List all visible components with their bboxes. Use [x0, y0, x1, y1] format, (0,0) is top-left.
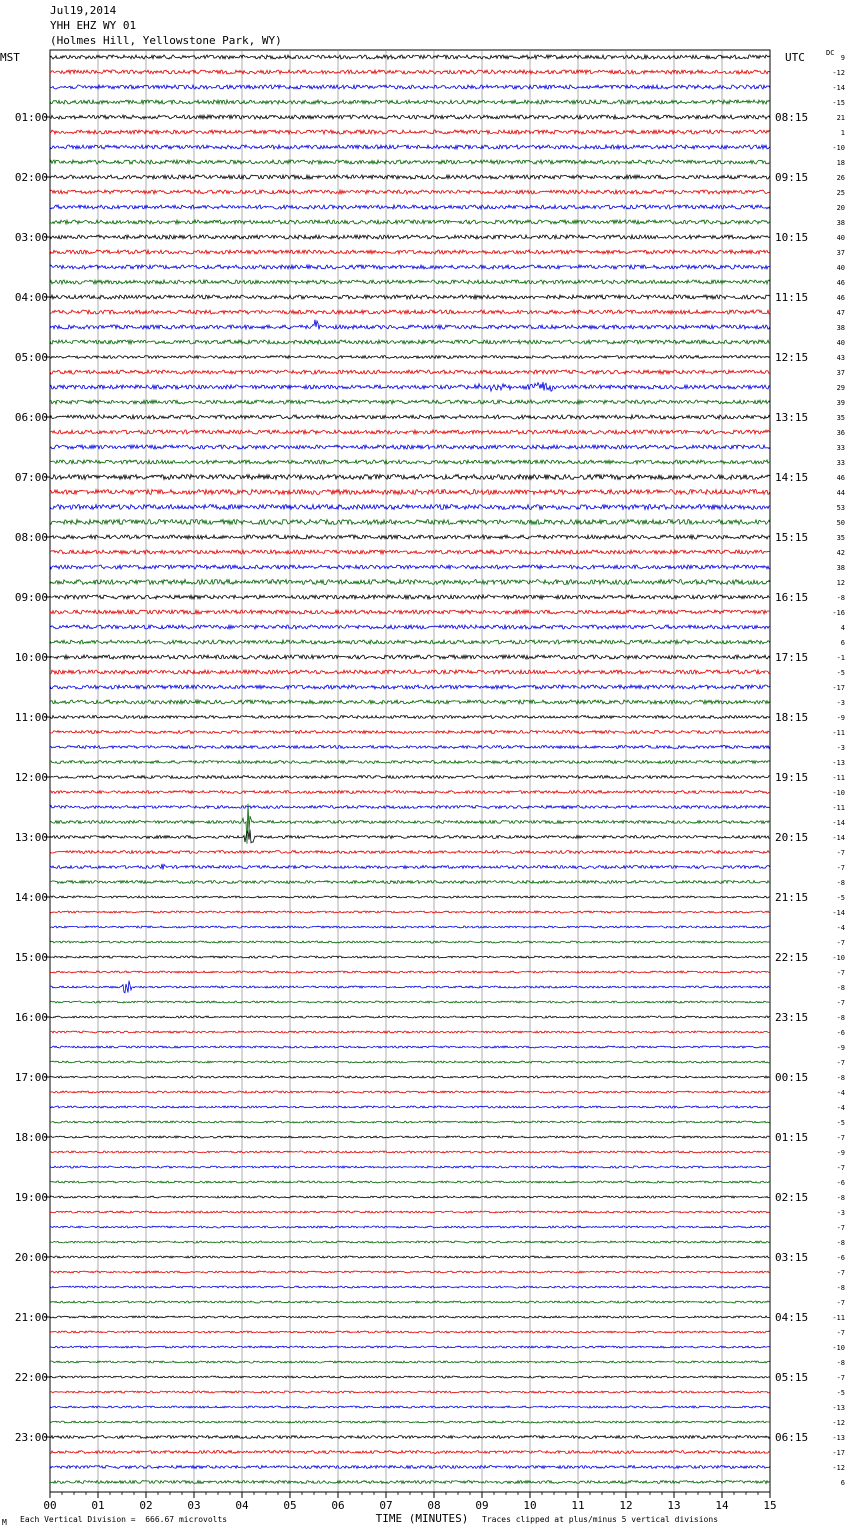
seismic-trace	[50, 1241, 770, 1243]
seismic-trace	[50, 310, 770, 314]
utc-hour-label: 16:15	[775, 591, 809, 604]
seismic-trace	[50, 926, 770, 928]
dc-offset-label: 40	[836, 339, 845, 347]
utc-hour-label: 23:15	[775, 1011, 809, 1024]
station-code: YHH EHZ WY 01	[50, 19, 137, 32]
utc-hour-label: 00:15	[775, 1071, 809, 1084]
utc-hour-label: 06:15	[775, 1431, 809, 1444]
seismic-trace	[50, 580, 770, 585]
mst-hour-label: 12:00	[14, 771, 48, 784]
seismic-trace	[50, 160, 770, 164]
dc-offset-label: -11	[832, 1314, 845, 1322]
seismic-trace	[50, 700, 770, 704]
dc-offset-label: -7	[836, 1164, 845, 1172]
seismic-trace	[50, 235, 770, 239]
dc-offset-label: -8	[836, 1074, 845, 1082]
seismic-trace	[50, 382, 770, 391]
dc-offset-label: -5	[836, 1119, 845, 1127]
mst-hour-label: 01:00	[14, 111, 48, 124]
dc-offset-label: 46	[836, 294, 845, 302]
seismic-trace	[50, 1451, 770, 1454]
dc-offset-label: 44	[836, 489, 845, 497]
seismic-trace	[50, 460, 770, 464]
seismic-trace	[50, 1091, 770, 1093]
utc-hour-label: 04:15	[775, 1311, 809, 1324]
utc-hour-label: 03:15	[775, 1251, 809, 1264]
utc-hour-label: 19:15	[775, 771, 809, 784]
x-tick-label: 15	[763, 1499, 777, 1512]
seismic-trace	[50, 505, 770, 510]
dc-offset-label: -8	[836, 1359, 845, 1367]
mst-hour-label: 20:00	[14, 1251, 48, 1264]
seismic-trace	[50, 356, 770, 359]
seismic-trace	[50, 1436, 770, 1439]
seismic-trace	[50, 851, 770, 854]
dc-offset-label: -3	[836, 699, 845, 707]
dc-offset-label: -9	[836, 1044, 845, 1052]
dc-offset-label: 20	[836, 204, 845, 212]
dc-offset-label: -13	[832, 759, 845, 767]
seismic-trace	[50, 295, 770, 299]
seismic-trace	[50, 85, 770, 89]
seismic-trace	[50, 981, 770, 993]
seismic-trace	[50, 655, 770, 659]
x-tick-label: 14	[715, 1499, 729, 1512]
dc-offset-label: -9	[836, 1149, 845, 1157]
seismic-trace	[50, 1031, 770, 1033]
dc-offset-label: 21	[836, 114, 845, 122]
seismic-trace	[50, 830, 770, 843]
dc-offset-label: -12	[832, 69, 845, 77]
dc-offset-label: -5	[836, 1389, 845, 1397]
seismic-trace	[50, 1136, 770, 1138]
dc-offset-label: 6	[840, 1479, 845, 1487]
dc-offset-label: 35	[836, 534, 845, 542]
x-tick-label: 02	[139, 1499, 153, 1512]
seismic-trace	[50, 565, 770, 569]
seismic-trace	[50, 761, 770, 764]
dc-offset-label: -7	[836, 999, 845, 1007]
dc-offset-label: 50	[836, 519, 845, 527]
dc-offset-label: -14	[832, 819, 845, 827]
dc-offset-label: 26	[836, 174, 845, 182]
mst-hour-label: 08:00	[14, 531, 48, 544]
scale-note: Each Vertical Division = 666.67 microvolts	[20, 1515, 228, 1524]
seismic-trace	[50, 370, 770, 374]
seismic-trace	[50, 1286, 770, 1288]
dc-offset-label: -14	[832, 84, 845, 92]
dc-offset-label: -10	[832, 789, 845, 797]
seismic-trace	[50, 475, 770, 480]
utc-hour-label: 15:15	[775, 531, 809, 544]
dc-offset-label: -8	[836, 1284, 845, 1292]
seismic-trace	[50, 535, 770, 539]
seismic-trace	[50, 731, 770, 734]
dc-offset-label: -3	[836, 744, 845, 752]
utc-hour-label: 17:15	[775, 651, 809, 664]
dc-offset-label: -11	[832, 729, 845, 737]
seismic-trace	[50, 640, 770, 644]
dc-offset-label: -13	[832, 1434, 845, 1442]
seismic-trace	[50, 520, 770, 525]
x-tick-label: 08	[427, 1499, 441, 1512]
dc-offset-label: -8	[836, 984, 845, 992]
dc-offset-label: -6	[836, 1029, 845, 1037]
dc-offset-label: 38	[836, 219, 845, 227]
seismic-trace	[50, 971, 770, 973]
dc-offset-label: -12	[832, 1464, 845, 1472]
x-axis-title: TIME (MINUTES)	[375, 1512, 469, 1525]
dc-offset-label: 9	[840, 54, 845, 62]
dc-offset-label: -10	[832, 144, 845, 152]
x-tick-label: 06	[331, 1499, 345, 1512]
dc-offset-label: -8	[836, 879, 845, 887]
seismic-trace	[50, 1466, 770, 1469]
dc-offset-label: -7	[836, 1134, 845, 1142]
dc-offset-label: -16	[832, 609, 845, 617]
dc-offset-label: 38	[836, 564, 845, 572]
dc-offset-label: -7	[836, 969, 845, 977]
seismic-trace	[50, 1181, 770, 1183]
dc-offset-label: -4	[836, 924, 845, 932]
seismic-trace	[50, 415, 770, 419]
seismic-trace	[50, 1196, 770, 1198]
seismic-trace	[50, 1256, 770, 1258]
seismic-trace	[50, 400, 770, 404]
seismic-trace	[50, 1061, 770, 1063]
seismic-trace	[50, 100, 770, 104]
seismic-trace	[50, 941, 770, 943]
x-tick-label: 05	[283, 1499, 297, 1512]
utc-hour-label: 22:15	[775, 951, 809, 964]
mst-hour-label: 04:00	[14, 291, 48, 304]
dc-offset-label: -17	[832, 684, 845, 692]
seismic-trace	[50, 1406, 770, 1408]
seismic-trace	[50, 320, 770, 330]
clip-note: Traces clipped at plus/minus 5 vertical divisions	[482, 1515, 719, 1524]
dc-offset-label: 18	[836, 159, 845, 167]
utc-hour-label: 18:15	[775, 711, 809, 724]
seismic-trace	[50, 670, 770, 674]
seismic-trace	[50, 340, 770, 344]
mst-hour-label: 03:00	[14, 231, 48, 244]
dc-offset-label: -8	[836, 1194, 845, 1202]
dc-offset-label: 42	[836, 549, 845, 557]
dc-offset-label: -7	[836, 1374, 845, 1382]
record-date: Jul19,2014	[50, 4, 117, 17]
dc-offset-label: -3	[836, 1209, 845, 1217]
dc-offset-label: -4	[836, 1104, 845, 1112]
dc-offset-label: -7	[836, 1269, 845, 1277]
dc-offset-label: 47	[836, 309, 845, 317]
seismic-trace	[50, 70, 770, 74]
utc-hour-label: 01:15	[775, 1131, 809, 1144]
mst-hour-label: 02:00	[14, 171, 48, 184]
dc-offset-label: -4	[836, 1089, 845, 1097]
seismic-trace	[50, 1361, 770, 1363]
seismic-trace	[50, 205, 770, 209]
x-tick-label: 12	[619, 1499, 633, 1512]
dc-offset-label: -7	[836, 1059, 845, 1067]
seismic-trace	[50, 911, 770, 913]
seismic-trace	[50, 716, 770, 719]
seismic-trace	[50, 250, 770, 254]
seismic-trace	[50, 1166, 770, 1168]
mst-hour-label: 05:00	[14, 351, 48, 364]
dc-offset-label: 46	[836, 279, 845, 287]
mst-hour-label: 14:00	[14, 891, 48, 904]
seismic-trace	[50, 175, 770, 179]
dc-offset-label: 40	[836, 234, 845, 242]
seismic-trace	[50, 1271, 770, 1273]
mst-hour-label: 18:00	[14, 1131, 48, 1144]
dc-offset-label: -15	[832, 99, 845, 107]
seismic-trace	[50, 1076, 770, 1078]
seismic-trace	[50, 55, 770, 59]
mst-hour-label: 19:00	[14, 1191, 48, 1204]
mst-hour-label: 13:00	[14, 831, 48, 844]
dc-offset-label: -14	[832, 834, 845, 842]
x-tick-label: 00	[43, 1499, 57, 1512]
seismic-trace	[50, 881, 770, 884]
x-tick-label: 01	[91, 1499, 105, 1512]
dc-offset-label: -6	[836, 1254, 845, 1262]
dc-offset-label: 53	[836, 504, 845, 512]
seismic-trace	[50, 490, 770, 495]
seismic-trace	[50, 1376, 770, 1378]
seismic-trace	[50, 430, 770, 434]
seismic-trace	[50, 1421, 770, 1423]
dc-offset-label: 37	[836, 369, 845, 377]
dc-offset-label: -5	[836, 894, 845, 902]
dc-offset-label: 46	[836, 474, 845, 482]
dc-offset-label: 39	[836, 399, 845, 407]
seismic-trace	[50, 1331, 770, 1333]
dc-offset-label: -12	[832, 1419, 845, 1427]
dc-offset-label: -6	[836, 1179, 845, 1187]
dc-offset-label: -13	[832, 1404, 845, 1412]
seismic-trace	[50, 685, 770, 689]
mst-axis-label: MST	[0, 51, 20, 64]
seismic-trace	[50, 220, 770, 224]
dc-offset-label: -7	[836, 1329, 845, 1337]
seismic-trace	[50, 445, 770, 449]
seismic-trace	[50, 1121, 770, 1123]
seismic-trace	[50, 746, 770, 749]
seismic-trace	[50, 1046, 770, 1048]
utc-hour-label: 11:15	[775, 291, 809, 304]
dc-offset-label: -14	[832, 909, 845, 917]
x-tick-label: 10	[523, 1499, 537, 1512]
seismic-trace	[50, 896, 770, 898]
utc-hour-label: 10:15	[775, 231, 809, 244]
seismic-trace	[50, 610, 770, 614]
x-tick-label: 03	[187, 1499, 201, 1512]
seismic-trace	[50, 1211, 770, 1213]
dc-offset-label: -9	[836, 714, 845, 722]
dc-offset-label: 43	[836, 354, 845, 362]
seismic-trace	[50, 595, 770, 599]
seismic-trace	[50, 130, 770, 134]
station-location: (Holmes Hill, Yellowstone Park, WY)	[50, 34, 282, 47]
dc-offset-label: -7	[836, 1299, 845, 1307]
dc-offset-label: -8	[836, 594, 845, 602]
dc-offset-label: -8	[836, 1014, 845, 1022]
utc-hour-label: 08:15	[775, 111, 809, 124]
dc-offset-label: -10	[832, 954, 845, 962]
dc-offset-label: -7	[836, 849, 845, 857]
dc-column-label: DC	[826, 49, 835, 57]
dc-offset-label: -10	[832, 1344, 845, 1352]
x-tick-label: 07	[379, 1499, 393, 1512]
seismic-trace	[50, 791, 770, 794]
dc-offset-label: 37	[836, 249, 845, 257]
dc-offset-label: -7	[836, 939, 845, 947]
dc-offset-label: 40	[836, 264, 845, 272]
utc-hour-label: 02:15	[775, 1191, 809, 1204]
seismic-trace	[50, 625, 770, 629]
mst-hour-label: 23:00	[14, 1431, 48, 1444]
x-tick-label: 09	[475, 1499, 489, 1512]
dc-offset-label: -11	[832, 774, 845, 782]
seismic-trace	[50, 280, 770, 284]
seismic-trace	[50, 1316, 770, 1318]
seismic-trace	[50, 1301, 770, 1303]
seismic-trace	[50, 115, 770, 119]
seismic-trace	[50, 1346, 770, 1348]
mst-hour-label: 10:00	[14, 651, 48, 664]
seismic-trace	[50, 1151, 770, 1153]
mst-hour-label: 15:00	[14, 951, 48, 964]
seismic-trace	[50, 776, 770, 779]
seismic-trace	[50, 1106, 770, 1108]
utc-hour-label: 05:15	[775, 1371, 809, 1384]
dc-offset-label: 35	[836, 414, 845, 422]
dc-offset-label: 4	[840, 624, 845, 632]
dc-offset-label: 1	[840, 129, 845, 137]
utc-hour-label: 21:15	[775, 891, 809, 904]
dc-offset-label: -7	[836, 1224, 845, 1232]
dc-offset-label: -17	[832, 1449, 845, 1457]
dc-offset-label: 33	[836, 459, 845, 467]
seismic-trace	[50, 550, 770, 554]
dc-offset-label: -7	[836, 864, 845, 872]
utc-hour-label: 12:15	[775, 351, 809, 364]
utc-hour-label: 09:15	[775, 171, 809, 184]
mst-hour-label: 16:00	[14, 1011, 48, 1024]
mst-hour-label: 17:00	[14, 1071, 48, 1084]
dc-offset-label: -5	[836, 669, 845, 677]
x-tick-label: 04	[235, 1499, 249, 1512]
seismic-trace	[50, 1481, 770, 1484]
seismic-trace	[50, 145, 770, 149]
seismic-trace	[50, 1226, 770, 1228]
x-tick-label: 13	[667, 1499, 681, 1512]
x-tick-label: 11	[571, 1499, 585, 1512]
mst-hour-label: 06:00	[14, 411, 48, 424]
seismic-trace	[50, 265, 770, 269]
seismic-trace	[50, 956, 770, 958]
dc-offset-label: 33	[836, 444, 845, 452]
dc-offset-label: 6	[840, 639, 845, 647]
dc-offset-label: -11	[832, 804, 845, 812]
seismic-trace	[50, 190, 770, 194]
mst-hour-label: 11:00	[14, 711, 48, 724]
seismic-trace	[50, 1001, 770, 1003]
seismic-trace	[50, 1391, 770, 1393]
utc-hour-label: 13:15	[775, 411, 809, 424]
seismic-trace	[50, 1016, 770, 1018]
mst-hour-label: 07:00	[14, 471, 48, 484]
utc-hour-label: 14:15	[775, 471, 809, 484]
seismic-trace	[50, 806, 770, 809]
dc-offset-label: 12	[836, 579, 845, 587]
dc-offset-label: 29	[836, 384, 845, 392]
seismic-trace	[50, 864, 770, 870]
dc-offset-label: 36	[836, 429, 845, 437]
dc-offset-label: 25	[836, 189, 845, 197]
mst-hour-label: 21:00	[14, 1311, 48, 1324]
dc-offset-label: -8	[836, 1239, 845, 1247]
mst-hour-label: 22:00	[14, 1371, 48, 1384]
utc-hour-label: 20:15	[775, 831, 809, 844]
dc-offset-label: -1	[836, 654, 845, 662]
utc-axis-label: UTC	[785, 51, 805, 64]
corner-mark: M	[2, 1518, 7, 1527]
mst-hour-label: 09:00	[14, 591, 48, 604]
dc-offset-label: 38	[836, 324, 845, 332]
